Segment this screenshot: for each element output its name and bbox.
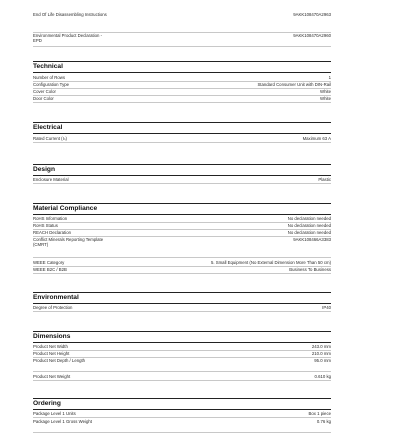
spec-row xyxy=(33,351,331,358)
spec-value: 95.0 mm xyxy=(314,358,331,363)
spec-row xyxy=(33,82,331,89)
top-spec-row xyxy=(33,12,331,33)
spec-row xyxy=(33,305,331,312)
section-top-rule xyxy=(33,61,331,62)
section-top-rule xyxy=(33,164,331,165)
spec-label: Package Level 1 Gross Weight xyxy=(33,419,92,424)
spec-value: 9AKK108470A2960 xyxy=(293,33,331,38)
spec-value: No declaration needed xyxy=(287,216,331,221)
spec-label: Product Net Weight xyxy=(33,374,71,379)
top-spec-row xyxy=(33,33,331,47)
section-top-rule xyxy=(33,331,331,332)
spec-row xyxy=(33,344,331,351)
spec-value: Maximum 63 A xyxy=(302,136,331,141)
spec-value: 243.0 mm xyxy=(311,344,331,349)
spec-value: White xyxy=(320,89,331,94)
row-divider xyxy=(33,102,331,103)
section-bottom-rule xyxy=(33,409,331,410)
spec-value: White xyxy=(320,96,331,101)
spec-value: 0.76 kg xyxy=(316,419,331,424)
spec-row xyxy=(33,374,331,381)
section-bottom-rule xyxy=(33,214,331,215)
spec-label: Degree of Protection xyxy=(33,305,73,310)
row-divider xyxy=(33,371,331,372)
spec-label: RoHS Information xyxy=(33,216,68,221)
row-divider xyxy=(33,380,331,381)
spec-label: Product Net Depth / Length xyxy=(33,358,86,363)
spec-row xyxy=(33,96,331,103)
spec-value: 0.610 kg xyxy=(314,374,331,379)
section-title: Material Compliance xyxy=(33,205,98,212)
spec-row xyxy=(33,419,331,433)
spec-value: Business To Business xyxy=(289,267,331,272)
spec-row xyxy=(33,75,331,82)
spec-row xyxy=(33,411,331,418)
section-title: Technical xyxy=(33,63,63,70)
row-divider xyxy=(33,257,331,258)
row-divider xyxy=(33,417,331,418)
spec-label: Package Level 1 Units xyxy=(33,411,76,416)
spec-row xyxy=(33,136,331,143)
row-divider xyxy=(33,46,331,47)
section-title: Design xyxy=(33,166,55,173)
section-title: Dimensions xyxy=(33,333,71,340)
spec-value: Standard Consumer Unit with DIN-Rail xyxy=(257,82,331,87)
spec-value: 5. Small Equipment (No External Dimension More Than 50 cm) xyxy=(210,260,331,265)
spec-label: Product Net Height xyxy=(33,351,70,356)
spec-value: No declaration needed xyxy=(287,230,331,235)
spec-label: Environmental Product Declaration - EPD xyxy=(33,33,103,44)
section-title: Environmental xyxy=(33,294,79,301)
row-divider xyxy=(33,142,331,143)
spec-row xyxy=(33,177,331,184)
spec-row xyxy=(33,230,331,237)
row-divider xyxy=(33,273,331,274)
spec-value: 9AKK108466A3383 xyxy=(293,237,331,242)
spec-label: Product Net Width xyxy=(33,344,68,349)
spec-label: Door Color xyxy=(33,96,54,101)
section-top-rule xyxy=(33,398,331,399)
spec-label: RoHS Status xyxy=(33,223,58,228)
section-top-rule xyxy=(33,203,331,204)
spec-label: WEEE B2C / B2B xyxy=(33,267,67,272)
section-bottom-rule xyxy=(33,72,331,73)
spec-label: WEEE Category xyxy=(33,260,65,265)
spec-label: End Of Life Disassembling Instructions xyxy=(33,12,107,17)
spec-value: Plastic xyxy=(318,177,331,182)
section-bottom-rule xyxy=(33,303,331,304)
spec-value: 210.0 mm xyxy=(311,351,331,356)
section-bottom-rule xyxy=(33,133,331,134)
section-bottom-rule xyxy=(33,342,331,343)
spec-row xyxy=(33,216,331,223)
row-divider xyxy=(33,311,331,312)
spec-label: Rated Current (Iₙ) xyxy=(33,136,67,141)
spec-value: 9AKK108470A2963 xyxy=(293,12,331,17)
row-divider xyxy=(33,432,331,433)
spec-label: Enclosure Material xyxy=(33,177,69,182)
spec-row xyxy=(33,260,331,267)
section-title: Ordering xyxy=(33,400,61,407)
spec-value: Box 1 piece xyxy=(308,411,331,416)
section-title: Electrical xyxy=(33,124,63,131)
spec-row xyxy=(33,267,331,274)
spec-value: IP40 xyxy=(322,305,331,310)
spec-row xyxy=(33,358,331,372)
spec-row xyxy=(33,223,331,230)
section-top-rule xyxy=(33,122,331,123)
spec-label: REACH Declaration xyxy=(33,230,71,235)
section-top-rule xyxy=(33,292,331,293)
spec-label: Configuration Type xyxy=(33,82,69,87)
spec-value: 1 xyxy=(328,75,331,80)
spec-row xyxy=(33,89,331,96)
spec-label: Cover Color xyxy=(33,89,56,94)
spec-row xyxy=(33,237,331,258)
spec-value: No declaration needed xyxy=(287,223,331,228)
section-bottom-rule xyxy=(33,175,331,176)
spec-label: Number of Rows xyxy=(33,75,65,80)
spec-label: Conflict Minerals Reporting Template (CMRT) xyxy=(33,237,104,248)
row-divider xyxy=(33,183,331,184)
